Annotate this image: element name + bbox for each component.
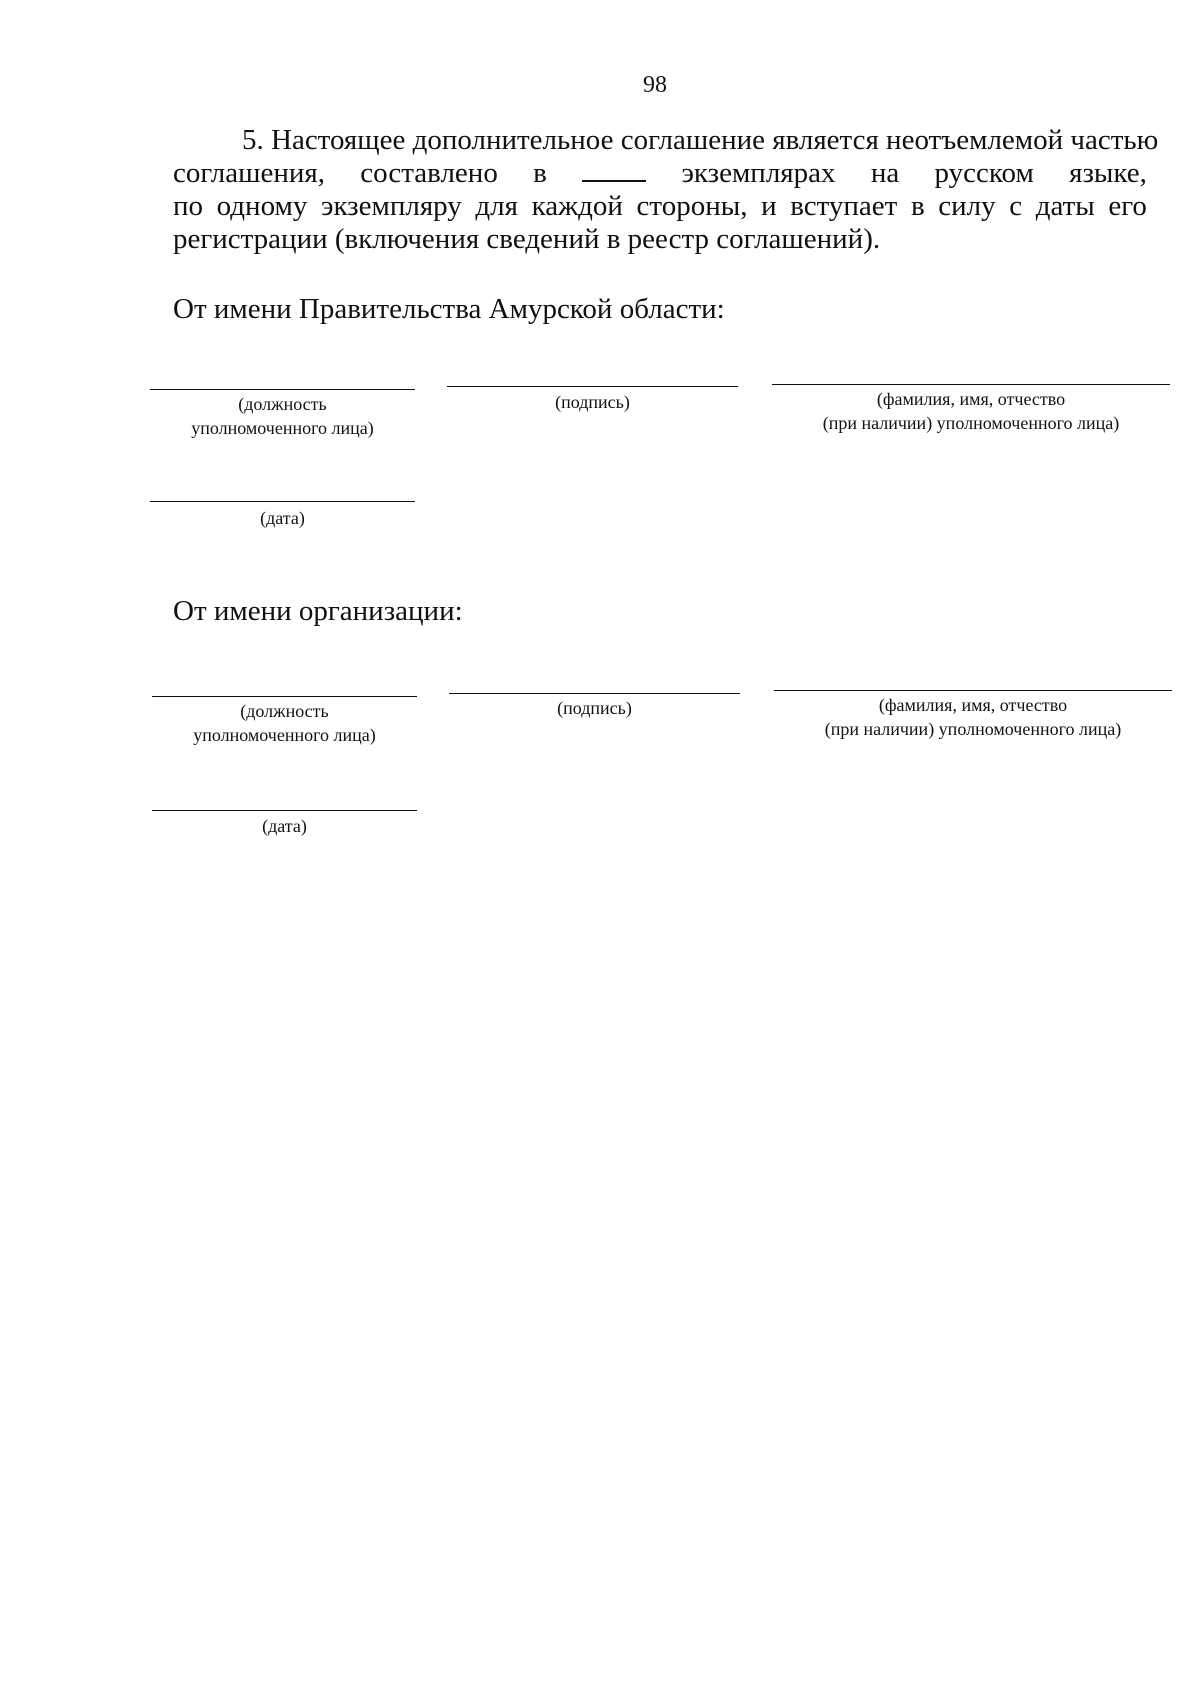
caption-line: уполномоченного лица) — [191, 418, 374, 438]
paragraph-word: по — [173, 190, 204, 222]
paragraph-word: русском — [934, 157, 1034, 189]
caption-line: (при наличии) уполномоченного лица) — [822, 413, 1120, 433]
paragraph-word: даты — [1035, 190, 1095, 222]
paragraph-line-4: регистрации (включения сведений в реестр соглашений). — [173, 223, 881, 255]
paragraph-word: на — [870, 157, 900, 189]
paragraph-word: для — [475, 190, 518, 222]
paragraph-line-1: 5. Настоящее дополнительное соглашение является неотъемлемой частью — [242, 124, 1159, 156]
government-position-caption — [150, 392, 415, 440]
government-name-caption — [772, 387, 1170, 435]
paragraph-word: соглашения, — [173, 157, 325, 189]
organization-position-caption — [152, 699, 417, 747]
copies-count-blank[interactable] — [582, 158, 646, 182]
paragraph-word: одному — [216, 190, 308, 222]
organization-name-caption — [774, 693, 1172, 741]
paragraph-word: каждой — [531, 190, 623, 222]
organization-name-line[interactable] — [774, 690, 1172, 691]
paragraph-word: силу — [938, 190, 996, 222]
paragraph-word: в — [533, 157, 547, 189]
clause-5-paragraph — [173, 124, 1159, 256]
government-position-line[interactable] — [150, 389, 415, 390]
paragraph-word: стороны, — [636, 190, 748, 222]
paragraph-word: с — [1009, 190, 1023, 222]
organization-signature-caption: (подпись) — [557, 698, 632, 718]
caption-line: (должность — [238, 394, 327, 414]
paragraph-word: экземпляру — [321, 190, 462, 222]
government-signature-caption: (подпись) — [555, 392, 630, 412]
paragraph-line-3 — [173, 190, 1147, 223]
government-signature-line[interactable] — [447, 386, 738, 387]
government-name-line[interactable] — [772, 384, 1170, 385]
caption-line: (при наличии) уполномоченного лица) — [824, 719, 1122, 739]
caption-line: (должность — [240, 701, 329, 721]
organization-date-line[interactable] — [152, 810, 417, 811]
paragraph-line-2 — [173, 157, 1147, 190]
caption-line: (фамилия, имя, отчество — [878, 695, 1068, 715]
paragraph-word: экземплярах — [681, 157, 836, 189]
paragraph-word: и — [761, 190, 777, 222]
page-number: 98 — [643, 72, 667, 98]
organization-position-line[interactable] — [152, 696, 417, 697]
paragraph-word: его — [1108, 190, 1147, 222]
government-section-title: От имени Правительства Амурской области: — [173, 293, 725, 325]
paragraph-word: вступает — [790, 190, 898, 222]
organization-section-title: От имени организации: — [173, 595, 463, 627]
paragraph-word: языке, — [1069, 157, 1147, 189]
paragraph-word: составлено — [360, 157, 498, 189]
government-date-line[interactable] — [150, 501, 415, 502]
caption-line: уполномоченного лица) — [193, 725, 376, 745]
organization-signature-line[interactable] — [449, 693, 740, 694]
organization-date-caption: (дата) — [262, 816, 307, 836]
caption-line: (фамилия, имя, отчество — [876, 389, 1066, 409]
paragraph-word: в — [910, 190, 925, 222]
government-date-caption: (дата) — [260, 508, 305, 528]
